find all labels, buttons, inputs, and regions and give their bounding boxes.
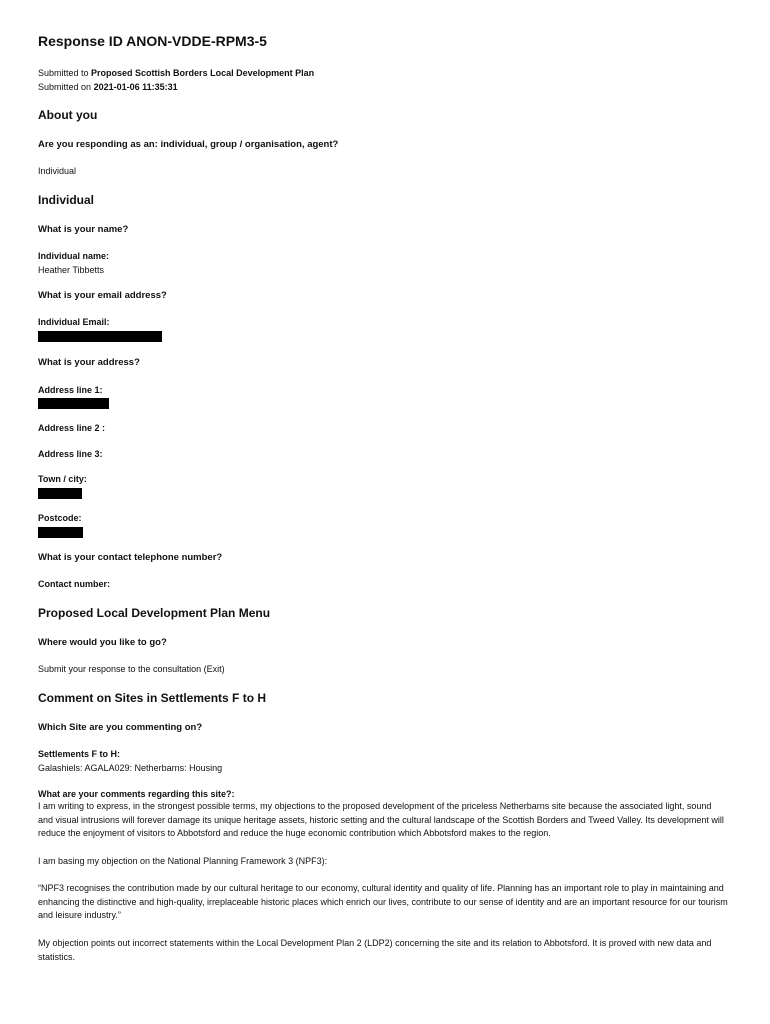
address-line2-label: Address line 2 : bbox=[38, 423, 106, 433]
submitted-on-value: 2021-01-06 11:35:31 bbox=[93, 82, 178, 92]
submitted-to bbox=[38, 67, 314, 79]
comment-paragraph-1: I am writing to express, in the strongest possible terms, my objections to the proposed development of the priceless Netherbarns site because the associated light, sound and visual intrusions will forever damage its unique heritage assets, historic setting and the cultural landscape of the Scottish Borders and Tweed Valley. Its development will reduce the enjoyment of visitors to Abbotsford and reduce the huge economic contribution which Abbotsford makes to the region. bbox=[38, 801, 724, 839]
name-value: Heather Tibbetts bbox=[38, 265, 105, 275]
responding-as-answer: Individual bbox=[38, 166, 77, 176]
address-line1-label: Address line 1: bbox=[38, 385, 103, 395]
address-line3-label: Address line 3: bbox=[38, 449, 103, 459]
individual-heading: Individual bbox=[38, 193, 95, 207]
name-label: Individual name: bbox=[38, 251, 110, 261]
submitted-on-label: Submitted on bbox=[38, 82, 92, 92]
postcode-label: Postcode: bbox=[38, 513, 82, 523]
email-question: What is your email address? bbox=[38, 290, 167, 301]
submitted-on bbox=[38, 81, 178, 93]
comment-paragraph-2: I am basing my objection on the National Planning Framework 3 (NPF3): bbox=[38, 856, 328, 866]
response-title: Response ID ANON-VDDE-RPM3-5 bbox=[38, 33, 267, 49]
address-line1-redaction bbox=[38, 398, 109, 409]
which-site-question: Which Site are you commenting on? bbox=[38, 722, 203, 733]
submitted-to-label: Submitted to bbox=[38, 68, 89, 78]
ldp-menu-question: Where would you like to go? bbox=[38, 637, 167, 648]
name-question: What is your name? bbox=[38, 224, 129, 235]
town-redaction bbox=[38, 488, 82, 499]
about-you-heading: About you bbox=[38, 108, 98, 122]
email-label: Individual Email: bbox=[38, 317, 110, 327]
comment-sites-heading: Comment on Sites in Settlements F to H bbox=[38, 691, 267, 705]
comments-label: What are your comments regarding this site?: bbox=[38, 789, 235, 799]
phone-question: What is your contact telephone number? bbox=[38, 552, 223, 563]
email-redaction bbox=[38, 331, 162, 342]
ldp-menu-answer: Submit your response to the consultation (Exit) bbox=[38, 664, 225, 674]
phone-label: Contact number: bbox=[38, 579, 110, 589]
settlements-label: Settlements F to H: bbox=[38, 749, 121, 759]
settlements-value: Galashiels: AGALA029: Netherbarns: Housing bbox=[38, 763, 223, 773]
postcode-redaction bbox=[38, 527, 83, 538]
ldp-menu-heading: Proposed Local Development Plan Menu bbox=[38, 606, 271, 620]
submitted-to-value: Proposed Scottish Borders Local Development Plan bbox=[91, 68, 315, 78]
town-label: Town / city: bbox=[38, 474, 87, 484]
address-question: What is your address? bbox=[38, 357, 140, 368]
responding-as-question: Are you responding as an: individual, group / organisation, agent? bbox=[38, 139, 339, 150]
comment-paragraph-3: “NPF3 recognises the contribution made by our cultural heritage to our economy, cultural identity and quality of life. Planning has an important role to play in maintaining and enhancing the distinctive and high-quality, irreplaceable historic places which enrich our lives, contribute to our sense of identity and are an important resource for our tourism and leisure industry.” bbox=[38, 883, 728, 921]
comment-paragraph-4: My objection points out incorrect statements within the Local Development Plan 2 (LDP2) concerning the site and its relation to Abbotsford. It is proved with new data and statistics. bbox=[38, 938, 712, 962]
